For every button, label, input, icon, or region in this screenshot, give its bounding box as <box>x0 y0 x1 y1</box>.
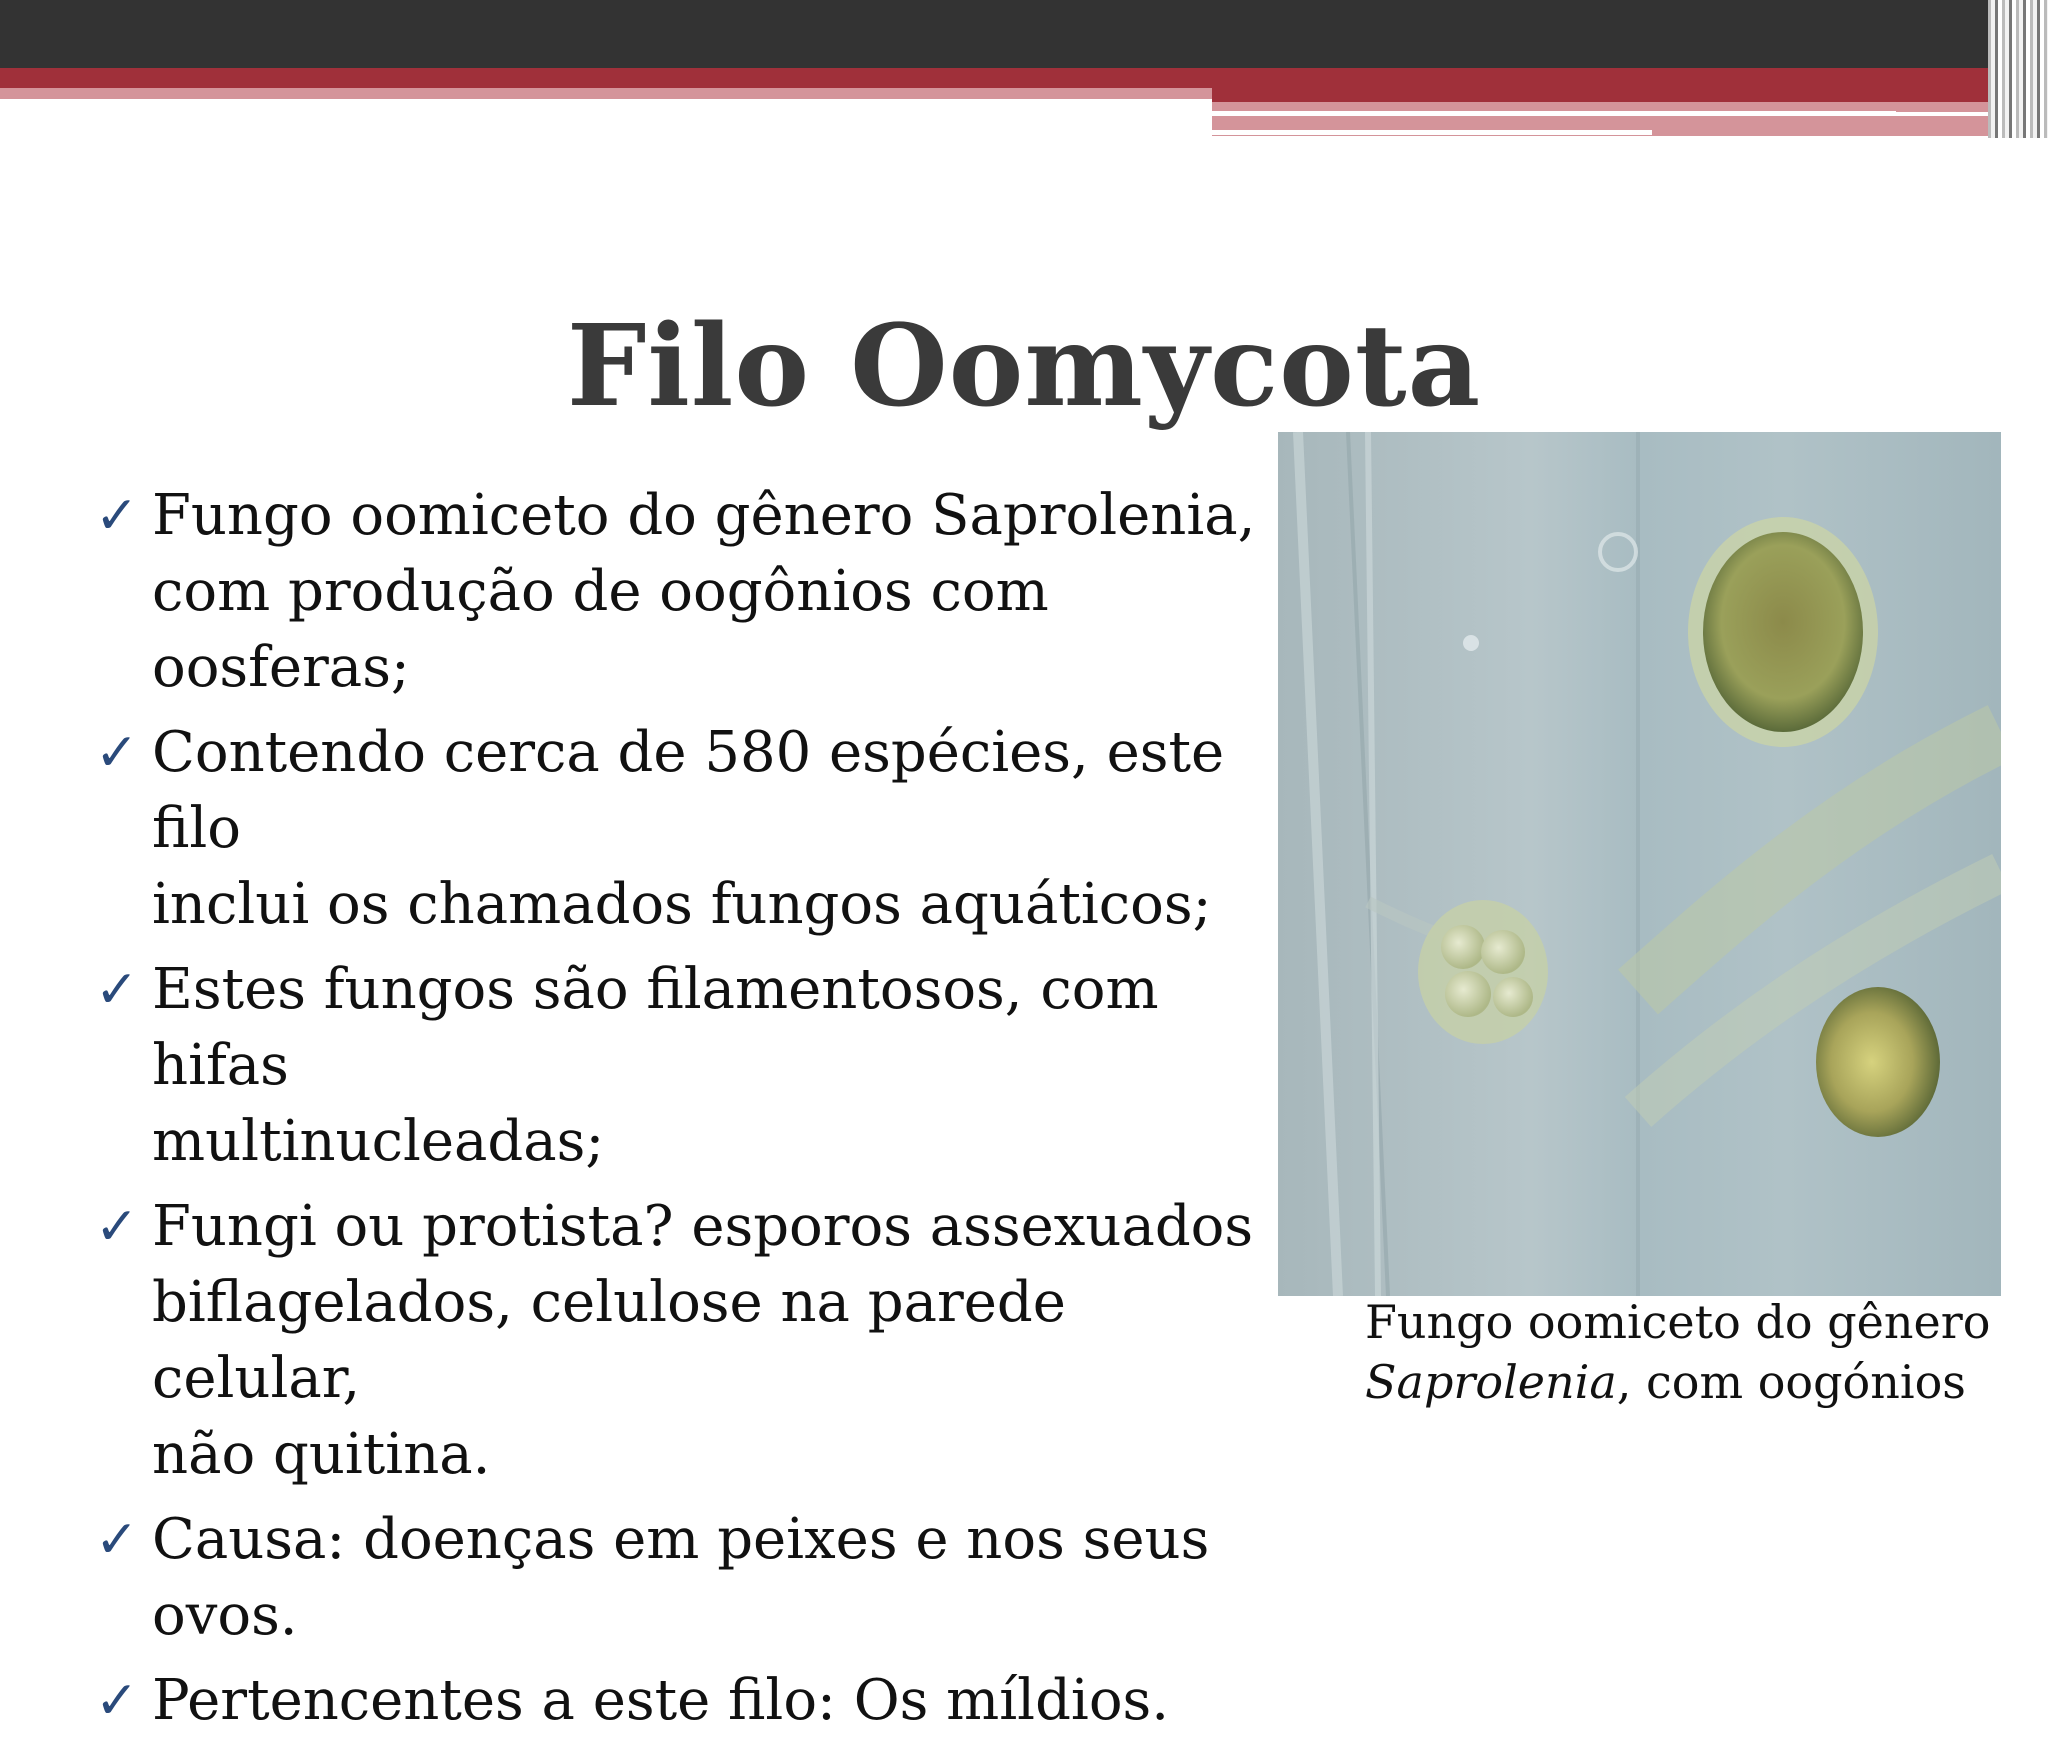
bullet-item <box>95 1189 1285 1493</box>
caption-line-1: Fungo oomiceto do gênero <box>1365 1295 1991 1349</box>
bullet-line: inclui os chamados fungos aquáticos; <box>152 872 1212 937</box>
checkmark-icon: ✓ <box>95 1197 139 1257</box>
checkmark-icon: ✓ <box>95 1671 139 1731</box>
microscope-illustration <box>1278 432 2001 1296</box>
caption-line-2: , com oogónios <box>1616 1355 1966 1409</box>
header-line-lower <box>1212 130 1652 135</box>
bullet-item <box>95 478 1285 706</box>
bullet-line: Fungi ou protista? esporos assexuados <box>152 1194 1254 1259</box>
bullet-item <box>95 1663 1285 1739</box>
slide-title: Filo Oomycota <box>566 301 1482 432</box>
bullet-line: Causa: doenças em peixes e nos seus ovos. <box>152 1507 1210 1648</box>
bullet-line: multinucleadas; <box>152 1109 605 1174</box>
checkmark-icon: ✓ <box>95 723 139 783</box>
checkmark-icon: ✓ <box>95 1510 139 1570</box>
checkmark-icon: ✓ <box>95 960 139 1020</box>
bullet-item <box>95 1502 1285 1654</box>
bullet-item <box>95 715 1285 943</box>
bullet-line: Contendo cerca de 580 espécies, este filo <box>152 720 1225 861</box>
bullet-line: Estes fungos são filamentosos, com hifas <box>152 957 1159 1098</box>
bullet-line: Pertencentes a este filo: Os míldios. <box>152 1668 1170 1733</box>
bullet-list <box>95 478 1285 1748</box>
header-bar-pink <box>0 88 1212 99</box>
caption-genus: Saprolenia <box>1365 1355 1617 1409</box>
header-stripes <box>1988 0 2048 138</box>
bullet-line: não quitina. <box>152 1422 491 1487</box>
microscope-photo <box>1278 432 2001 1296</box>
checkmark-icon: ✓ <box>95 486 139 546</box>
bullet-item <box>95 952 1285 1180</box>
bullet-line: com produção de oogônios com <box>152 559 1049 624</box>
header-bar-red-right <box>1212 88 2048 102</box>
image-caption <box>1365 1292 2025 1412</box>
bullet-line: oosferas; <box>152 635 410 700</box>
bullet-line: biflagelados, celulose na parede celular, <box>152 1270 1066 1411</box>
header-bar-dark <box>0 0 2048 68</box>
bullet-line: Fungo oomiceto do gênero Saprolenia, <box>152 483 1256 548</box>
header-bar-red <box>0 68 2048 88</box>
